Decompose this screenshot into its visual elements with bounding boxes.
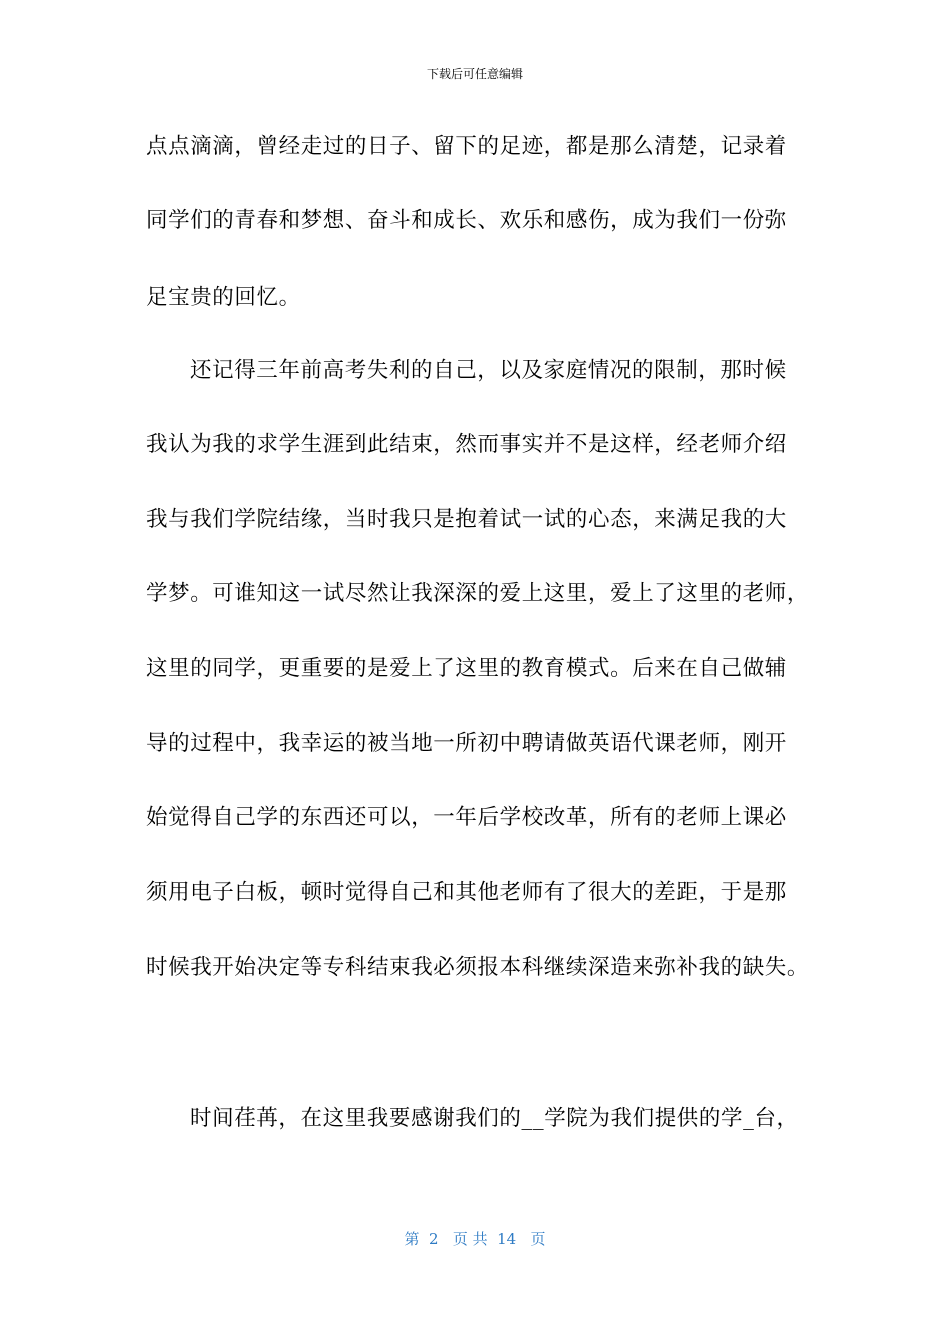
paragraph-2-line-1: 还记得三年前高考失利的自己，以及家庭情况的限制，那时候 [190,358,787,383]
page-footer: 第 2 页 共 14 页 [404,1230,546,1248]
paragraph-2-line-6: 导的过程中，我幸运的被当地一所初中聘请做英语代课老师，刚开 [146,731,787,756]
paragraph-3-line-1: 时间荏苒，在这里我要感谢我们的__学院为我们提供的学_台， [190,1106,799,1131]
page-header: 下载后可任意编辑 [426,67,523,81]
paragraph-1-line-3: 足宝贵的回忆。 [146,285,301,310]
paragraph-2-line-9: 时候我开始决定等专科结束我必须报本科继续深造来弥补我的缺失。 [146,955,810,980]
paragraph-2-line-5: 这里的同学，更重要的是爱上了这里的教育模式。后来在自己做辅 [146,656,787,681]
paragraph-2-line-4: 学梦。可谁知这一试尽然让我深深的爱上这里，爱上了这里的老师， [146,581,810,606]
paragraph-2-line-8: 须用电子白板，顿时觉得自己和其他老师有了很大的差距，于是那 [146,880,787,905]
paragraph-2-line-3: 我与我们学院结缘，当时我只是抱着试一试的心态，来满足我的大 [146,507,787,532]
paragraph-1-line-2: 同学们的青春和梦想、奋斗和成长、欢乐和感伤，成为我们一份弥 [146,208,787,233]
paragraph-1-line-1: 点点滴滴，曾经走过的日子、留下的足迹，都是那么清楚，记录着 [146,134,787,159]
paragraph-2-line-7: 始觉得自己学的东西还可以，一年后学校改革，所有的老师上课必 [146,805,787,830]
paragraph-2-line-2: 我认为我的求学生涯到此结束，然而事实并不是这样，经老师介绍 [146,432,787,457]
